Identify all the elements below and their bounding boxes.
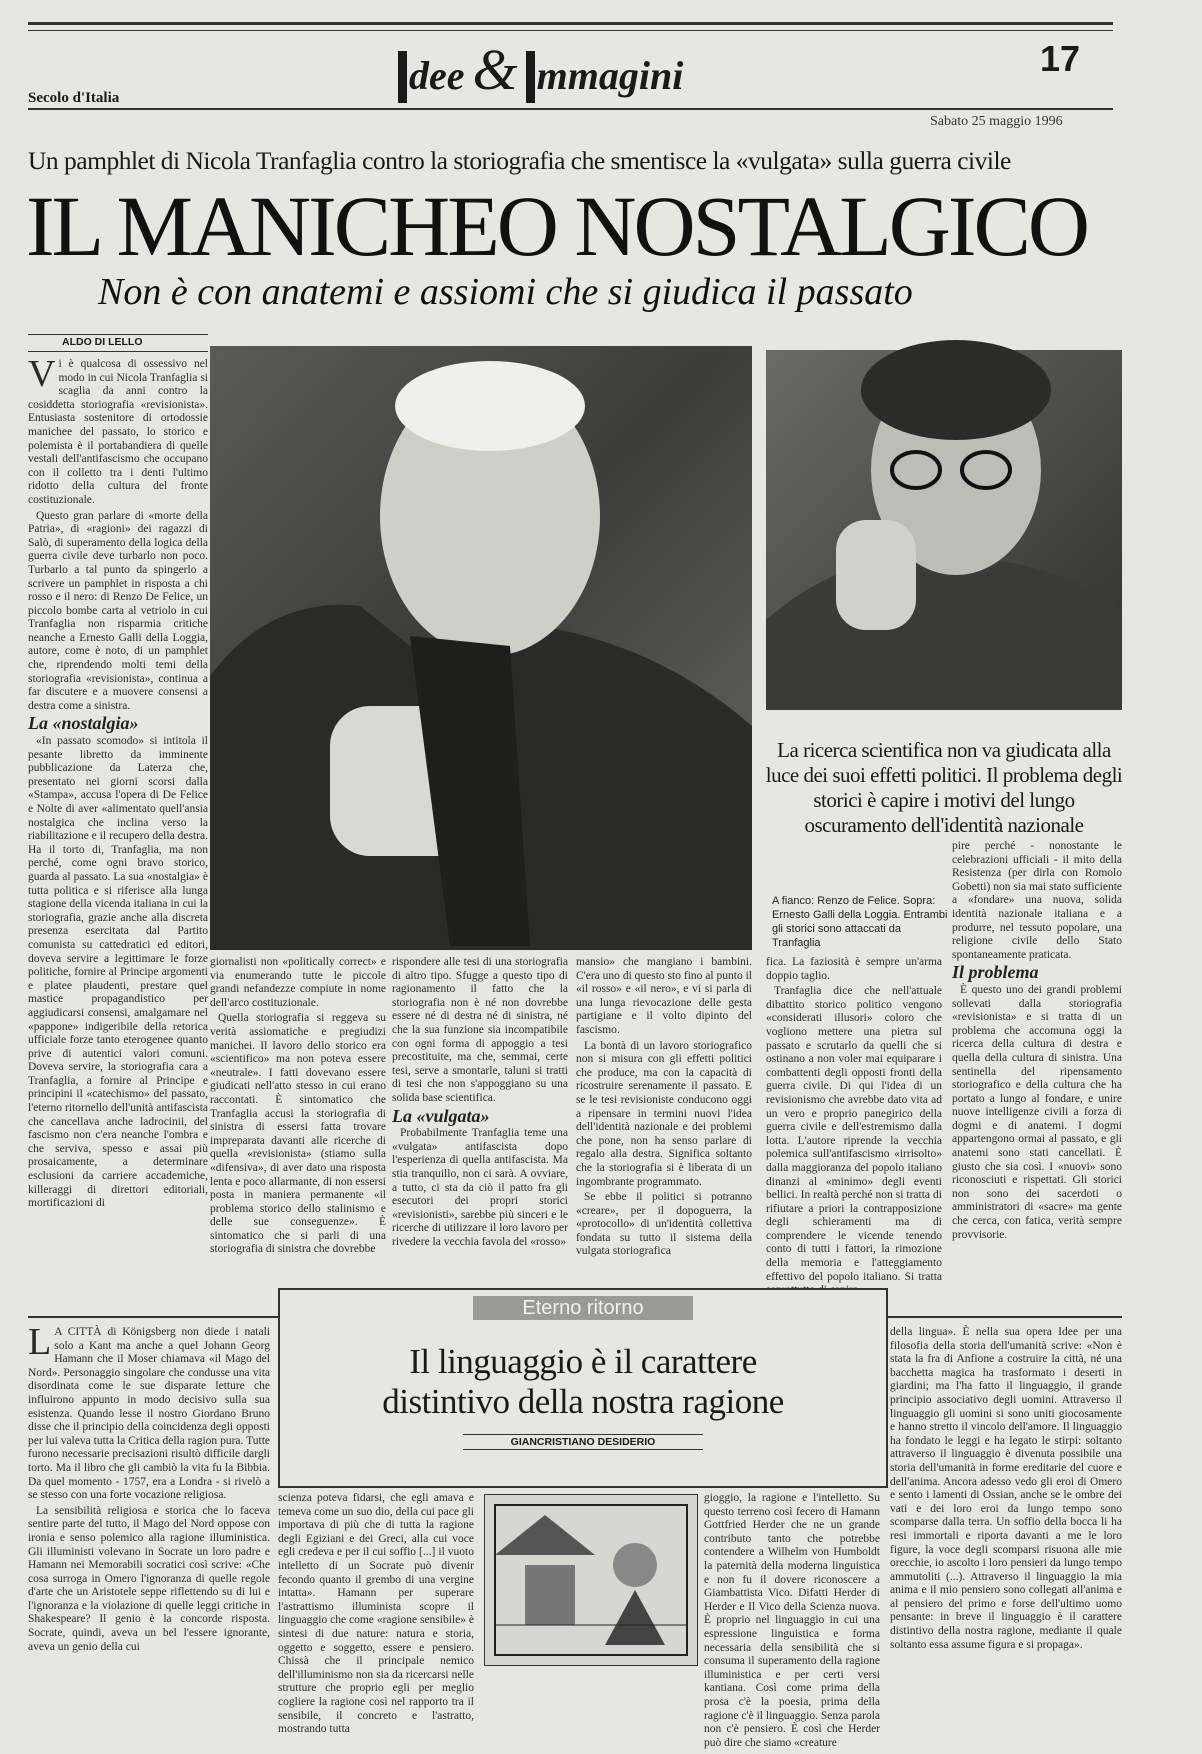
- article-subheadline: Non è con anatemi e assiomi che si giudica il passato: [98, 271, 913, 313]
- sidebar-banner: Eterno ritorno: [473, 1296, 693, 1320]
- paragraph: scienza poteva fidarsi, che egli amava e temeva come un suo dio, della cui pace gli importava di più che di tutta la ragione degli Egiziani e dei Greci, alla cui voce egli credeva e per il cui soffio [...] il vuoto intelletto di un Socrate può divenir fecondo quanto il grembo di una vergine intatta». Hamann per superare l'astrattismo illuminista scopre il linguaggio che come «ragione sensibile» è sintesi di due nature: natura e storia, oggetto e soggetto, essere e pensiero. Chissà che il principale nemico dell'illuminismo non sia da ricercarsi nelle strutture che proprio egli per meglio cogliere la ragione così nel rapporto tra il sensibile, il concreto e l'astratto, mostrando tutta: [278, 1492, 474, 1736]
- article-column-2: [210, 956, 386, 1310]
- paragraph: La bontà di un lavoro storiografico non si misura con gli effetti politici che produce, ma con la capacità di ricostruire serenamente il passato. E se le tesi revisioniste conducono oggi a ripensare in termini nuovi l'idea dell'identità nazionale e dei problemi che pone, non ha senso parlare di regalo alla destra. Significa soltanto che la storiografia si è liberata di un ingombrante programmato.: [576, 1039, 752, 1188]
- paragraph: «In passato scomodo» si intitola il pesante libretto da imminente pubblicazione da Laterza che, presentato nei giorni scorsi dalla «Stampa», accusa l'opera di De Felice e Nolte di aver «alimentato quell'ansia nostalgica che inclina verso la riabilitazione e il recupero della destra. Ha il torto di, Tranfaglia, ma non perché, come ogni bravo storico, guarda al passato. La sua «nostalgia» è tutta politica e si riferisce alla lunga stagione della vicenda italiana in cui la storiografia, grazie anche alla discreta presenza esercitata dal Partito comunista su cattedratici ed editori, doveva servire a legittimare le forze politiche, fornire al Principe argomenti e platee plaudenti, prestare quel mastice propagandistico per aggiudicarsi consensi, amalgamare nel «pappone» indigeribile della retorica ufficiale forze tanto eterogenee quanto prive di autentici valori comuni. Doveva servire, la storiografia cara a Tranfaglia, a fornire al Principe e principini il «catechismo» del passato, l'eterno ritornello dell'unità antifascista che cancellava anche ladrocinii, del fascismo non c'era neanche l'ombra e che serviva, spesso e assai più prosaicamente, a determinare esclusioni da carriere accademiche, killeraggi di direttori editoriali, mortificazioni di: [28, 735, 208, 1210]
- page-number: 17: [1040, 38, 1081, 79]
- sidebar-column-4: [890, 1326, 1122, 1740]
- photo-de-felice: [210, 346, 752, 950]
- photo-caption: A fianco: Renzo de Felice. Sopra: Ernesto Galli della Loggia. Entrambi gli storici sono attaccati da Tranfaglia: [772, 895, 948, 949]
- photo-galli-della-loggia: [766, 350, 1122, 710]
- engraving-image: [485, 1495, 697, 1665]
- woodcut-illustration: [484, 1494, 698, 1666]
- section-title: [398, 36, 758, 106]
- paragraph: i è qualcosa di ossessivo nel modo in cui Nicola Tranfaglia si scaglia da anni contro la cosiddetta storiografia «revisionista». Entusiasta sostenitore di ortodossie manichee del passato, lo storico e polemista è il portabandiera di quelle vestali dell'antifascismo che occupano con il colletto tra i denti l'ultimo ridotto della cultura del fronte costituzionale.: [28, 358, 208, 506]
- sidebar-column-2: [278, 1492, 474, 1740]
- article-column-6: [952, 840, 1122, 1310]
- sidebar-title-box: [278, 1288, 888, 1488]
- paragraph: gioggio, la ragione e l'intelletto. Su questo terreno così fecero di Hamann Gottfried Herder che ne un grande contributo tanto che potrebbe contendere a Wilhelm von Humboldt la paternità della moderna linguistica e non fu il dovere riconoscere a Giambattista Vico. Difatti Herder di Herder e Il Vico della Scienza nuova. È proprio nel linguaggio in cui una espressione linguistica e forma necessaria della sensibilità che si consuma il superamento della ragione illuministica e per certi versi kantiana. Così come prima della prosa c'è la poesia, prima della ragione c'è il linguaggio. Senza parola non c'è pensiero. È così che Herder può dire che siamo «creature: [704, 1492, 880, 1749]
- article-headline: IL MANICHEO NOSTALGICO: [26, 178, 1087, 274]
- portrait-illustration-2: [766, 350, 1122, 710]
- sidebar-title-line-1: Il linguaggio è il carattere: [409, 1342, 757, 1381]
- paragraph: fica. La faziosità è sempre un'arma doppio taglio.: [766, 956, 942, 982]
- article-column-5: [766, 956, 942, 1310]
- masthead-rule: [28, 108, 1113, 110]
- newspaper-name: Secolo d'Italia: [28, 90, 120, 106]
- section-ampersand: &: [472, 37, 518, 102]
- article-column-3: [392, 956, 568, 1310]
- paragraph: giornalisti non «politically correct» e via enumerando tutte le piccole grandi nefandezze compiute in nome dell'arco costituzionale.: [210, 956, 386, 1009]
- sidebar-byline: GIANCRISTIANO DESIDERIO: [463, 1434, 703, 1450]
- drop-cap: V: [28, 353, 56, 395]
- top-rule-thin: [28, 30, 1113, 31]
- issue-date: Sabato 25 maggio 1996: [930, 114, 1063, 129]
- sidebar-column-1: [28, 1321, 270, 1740]
- article-column-1: [28, 353, 208, 1310]
- top-rule: [28, 22, 1113, 25]
- paragraph: pire perché - nonostante le celebrazioni ufficiali - il mito della Resistenza (per dirla con Romolo Gobetti) non sia mai stato sufficiente a «fondare» una nuova, solida identità nazionale italiana e a produrre, nel tessuto popolare, una religione civile dello Stato spontaneamente praticata.: [952, 840, 1123, 961]
- byline-rule-2: [28, 351, 208, 352]
- byline-rule: [28, 334, 208, 335]
- article-kicker: Un pamphlet di Nicola Tranfaglia contro la storiografia che smentisce la «vulgata» sulla guerra civile: [28, 146, 1011, 175]
- paragraph: È questo uno dei grandi problemi sollevati dalla storiografia «revisionista» e si tratta di un problema che accomuna oggi la ricerca della cultura di destra e quella della cultura di sinistra. Una sentinella del ripensamento storiografico e della cultura che ha portato a lungo al fondare, e unire nuove intelligenze civili a forza di dogmi e di anatemi. I dogmi appartengono ormai al passato, e gli anatemi sono stati cancellati. È giusto che sia così. I «nuovi» sono riconosciuti e rispettati. Gli storici non sono dei sacerdoti o amministratori di «sacre» ma gente che cerca, con fatica, verità sempre provvisorie.: [952, 983, 1122, 1241]
- drop-cap: L: [28, 1321, 52, 1363]
- paragraph: mansio» che mangiano i bambini. C'era uno di questo sto fino al punto il «il rosso» e «il nero», e vi si parla di una lunga rievocazione delle gesta partigiane e il volto dipinto del fascismo.: [576, 956, 752, 1036]
- subhead-problema: Il problema: [952, 962, 1039, 983]
- paragraph: A CITTÀ di Königsberg non diede i natali solo a Kant ma anche a quel Johann Georg Hamann che il Moser chiamava «il Mago del Nord». Personaggio singolare che condusse una vita disordinata come le sue disparate letture che influirono appunto in modo decisivo sulla sua esistenza. Quando lesse il nostro Giordano Bruno disse che il principio della coincidenza degli opposti per lui valeva tutta la Critica della ragion pura. Tutte furono necessarie precisazioni risultò difficile dargli torto. Ma il libro che gli cambiò la vita fu la Bibbia. Da quel momento - 1757, era a Londra - si rivelò a se stesso con una forte vocazione religiosa.: [28, 1326, 270, 1502]
- section-word-1: dee: [409, 53, 465, 98]
- article-byline: ALDO DI LELLO: [62, 336, 143, 348]
- paragraph: rispondere alle tesi di una storiografia di altro tipo. Sfugge a questo tipo di ragionamento il fatto che la storiografia non è né non dovrebbe essere né di destra né di sinistra, né che la sua funzione sia incompatibile con ogni forma di appoggio a tesi precostituite, ma che, semmai, certe tesi, serve a smontarle, taluni si tratti di tesi che non s'appoggiano su una solida base scientifica.: [392, 956, 568, 1104]
- paragraph: Tranfaglia dice che nell'attuale dibattito storico politico vengono «considerati illusori» coloro che vogliono mettere una pietra sul passato e scrutarlo da quelli che si ostinano a non voler mai equiparare i combattenti degli opposti fronti della guerra civile. Di qui l'idea di un revisionismo che avrebbe dato vita ad un vero e proprio panegirico della guerra civile e dell'estremismo dalla lotta. L'autore riprende la vecchia polemica sull'antifascismo «irrisolto» dalla maggioranza del popolo italiano dinanzi al «minimo» degli eventi bellici. In realtà perché non si tratta di rifiutare a priori la contrapposizione degli schieramenti ma di comprendere le vicende tenendo conto di tutti i fattori, la rimozione della memoria e l'atteggiamento effettivo del popolo italiano. Si tratta: [766, 985, 942, 1283]
- sidebar-title-line-2: distintivo della nostra ragione: [382, 1382, 784, 1421]
- paragraph: Probabilmente Tranfaglia teme una «vulgata» antifascista dopo l'esperienza di quella antifascista. Ma stia tranquillo, non ci sarà. A ovviare, a tutto, ci sta da ciò il patto fra gli esecutori dei propri storici «revisionisti», sarebbe più sinceri e le ricerche di utilizzare il loro lavoro per rivedere la vecchia favola del «rosso»: [392, 1127, 568, 1248]
- section-bar-2: [526, 51, 535, 103]
- portrait-illustration: [210, 346, 752, 950]
- paragraph: della lingua». È nella sua opera Idee per una filosofia della storia dell'umanità scrive: «Non è stata la fra di Anfione a costruire la città, né una bacchetta magica ha trasformato i deserti in giardini; ma l'ha fatto il linguaggio, il grande principio associativo degli uomini. Attraverso il linguaggio gli uomini si sono uniti giocosamente e hanno stretto il vincolo dell'amore. Il linguaggio ha fondato le leggi e ha legato le stirpi: soltanto attraverso il linguaggio è divenuta possibile una storia dell'umanità in forme ereditarie del cuore e dell'anima. Ancora adesso vedo gli eroi di Omero e sento i lamenti di Ossian, anche se le ombre dei vati e dei loro eroi da lungo tempo sono scomparse dalla terra. Un soffio della bocca li ha resi immortali e riporta davanti a me le loro figure, la voce degli scomparsi risuona alle mie orecchie, io ascolto i loro pensieri da lungo tempo ammutoliti (...). Attraverso il linguaggio la mia anima e il mio pensiero sono collegati all'anima e al pensiero del primo e forse dell'ultimo uomo pensante: in breve il linguaggio è il carattere distintivo della nostra ragione, mediante il quale soltanto essa assume figura e si propaga».: [890, 1326, 1122, 1651]
- paragraph: La sensibilità religiosa e storica che lo faceva sentire parte del tutto, il Mago del Nord oppose con ironia e senso polemico alla ragione illuministica. Gli illuministi volevano in Socrate un loro padre e Hamann nei Memorabili socratici così scrive: «Che cosa surroga in Omero l'ignoranza di quelle regole d'arte che un Aristotele seppe riflettendo su di lui e l'ignoranza e la violazione di quelle leggi critiche in Shakespeare? Il genio è la concorde risposta. Socrate, quindi, aveva un bel l'essere ignorante, aveva un genio della cui: [28, 1504, 270, 1653]
- subhead-vulgata: La «vulgata»: [392, 1105, 490, 1126]
- paragraph: Quella storiografia si reggeva su verità assiomatiche e pregiudizi manichei. Il lavoro dello storico era «scientifico» ma non poteva essere «neutrale». I fatti dovevano essere giudicati nell'atto stesso in cui erano raccontati. È sintomatico che Tranfaglia accusi la storiografia di sinistra di essersi fatta trovare impreparata davanti alle ricerche di quella «revisionista» (stiamo sulla «difensiva», di aver dato una risposta lenta e poco allarmante, di non essersi posta in maniera permanente «il problema storico dello stalinismo e delle sue conseguenze». È sintomatico che si parli di una storiografia di sinistra che dovrebbe: [210, 1012, 386, 1256]
- section-bar-1: [398, 51, 407, 103]
- sidebar-column-3: [704, 1492, 880, 1749]
- paragraph: Questo gran parlare di «morte della Patria», di «ragioni» dei ragazzi di Salò, di superamento della logica della guerra civile deve turbarlo non poco. Turbarlo a tal punto da spingerlo a scrivere un pamphlet in risposta a chi rosso e il nero: di Renzo De Felice, un piccolo bombe carta al vetriolo in cui Tranfaglia non risparmia critiche neanche a Ernesto Galli della Loggia, autore, come è noto, di un pamphlet che, riprendendo molti temi della storiografia «revisionista», continua a far discutere e a muovere consensi a destra come a sinistra.: [28, 509, 208, 712]
- pull-quote: La ricerca scientifica non va giudicata alla luce dei suoi effetti politici. Il problema degli storici è capire i motivi del lungo oscuramento dell'identità nazionale: [765, 738, 1123, 837]
- section-word-2: mmagini: [536, 53, 684, 98]
- article-column-4: [576, 956, 752, 1310]
- subhead-nostalgia: La «nostalgia»: [28, 713, 139, 734]
- paragraph: Se ebbe il politici si potranno «creare», per il dopoguerra, la «protocollo» di un'identità collettiva fondata su tutto il sistema della vulgata storiografica: [576, 1191, 752, 1258]
